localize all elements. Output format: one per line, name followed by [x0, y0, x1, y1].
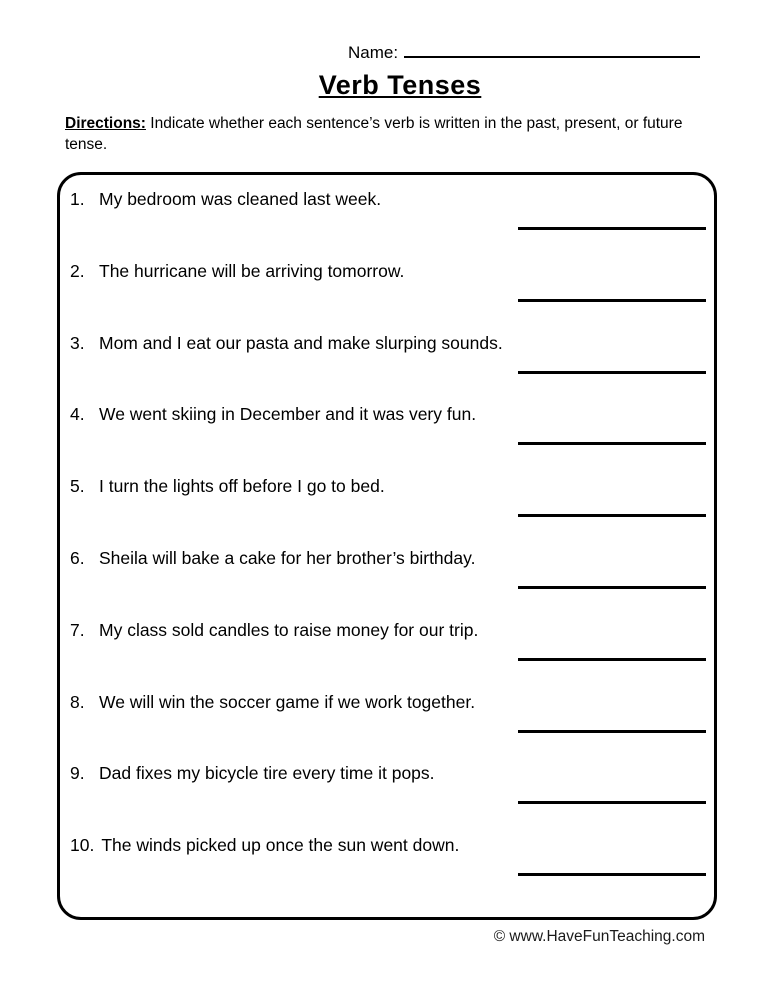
answer-blank-line[interactable]: [518, 873, 706, 876]
answer-blank-line[interactable]: [518, 586, 706, 589]
item-sentence: We will win the soccer game if we work together.: [99, 691, 476, 712]
worksheet-item: [70, 835, 714, 907]
item-sentence: The hurricane will be arriving tomorrow.: [99, 260, 405, 281]
footer-credit: © www.HaveFunTeaching.com: [493, 928, 705, 945]
worksheet-item: [70, 404, 714, 476]
directions-text: Indicate whether each sentence’s verb is written in the past, present, or future tense.: [65, 115, 683, 153]
answer-blank-line[interactable]: [518, 299, 706, 302]
answer-blank-line[interactable]: [518, 801, 706, 804]
item-sentence: I turn the lights off before I go to bed.: [99, 476, 385, 497]
answer-blank-line[interactable]: [518, 658, 706, 661]
name-row: [348, 40, 700, 63]
item-number: 1.: [70, 189, 85, 209]
item-sentence: We went skiing in December and it was very fun.: [99, 404, 477, 425]
worksheet-item: [70, 261, 714, 333]
item-sentence: Mom and I eat our pasta and make slurping sounds.: [99, 332, 503, 353]
answer-blank-line[interactable]: [518, 227, 706, 230]
answer-blank-line[interactable]: [518, 730, 706, 733]
worksheet-item: [70, 620, 714, 692]
item-number: 4.: [70, 404, 85, 425]
worksheet-item: [70, 692, 714, 764]
answer-blank-line[interactable]: [518, 371, 706, 374]
item-number: 3.: [70, 332, 85, 353]
answer-blank-line[interactable]: [518, 514, 706, 517]
name-label: Name:: [348, 43, 399, 62]
worksheet-item: [70, 189, 714, 261]
item-sentence: My class sold candles to raise money for our trip.: [99, 619, 479, 640]
worksheet-item: [70, 476, 714, 548]
item-number: 8.: [70, 691, 85, 712]
item-number: 5.: [70, 476, 85, 497]
directions: [65, 113, 697, 155]
item-sentence: My bedroom was cleaned last week.: [99, 189, 382, 209]
item-number: 9.: [70, 763, 85, 784]
directions-label: Directions:: [65, 115, 146, 132]
worksheet-item: [70, 763, 714, 835]
item-number: 10.: [70, 835, 95, 856]
worksheet-item: [70, 548, 714, 620]
item-number: 7.: [70, 619, 85, 640]
item-number: 2.: [70, 260, 85, 281]
item-number: 6.: [70, 547, 85, 568]
worksheet-item: [70, 333, 714, 405]
item-sentence: Sheila will bake a cake for her brother’s birthday.: [99, 547, 476, 568]
name-blank-line[interactable]: [404, 40, 700, 58]
answer-blank-line[interactable]: [518, 442, 706, 445]
item-sentence: Dad fixes my bicycle tire every time it pops.: [99, 763, 435, 784]
worksheet-box: [57, 172, 717, 920]
page-title: Verb Tenses: [318, 70, 482, 100]
item-sentence: The winds picked up once the sun went down.: [101, 835, 460, 856]
